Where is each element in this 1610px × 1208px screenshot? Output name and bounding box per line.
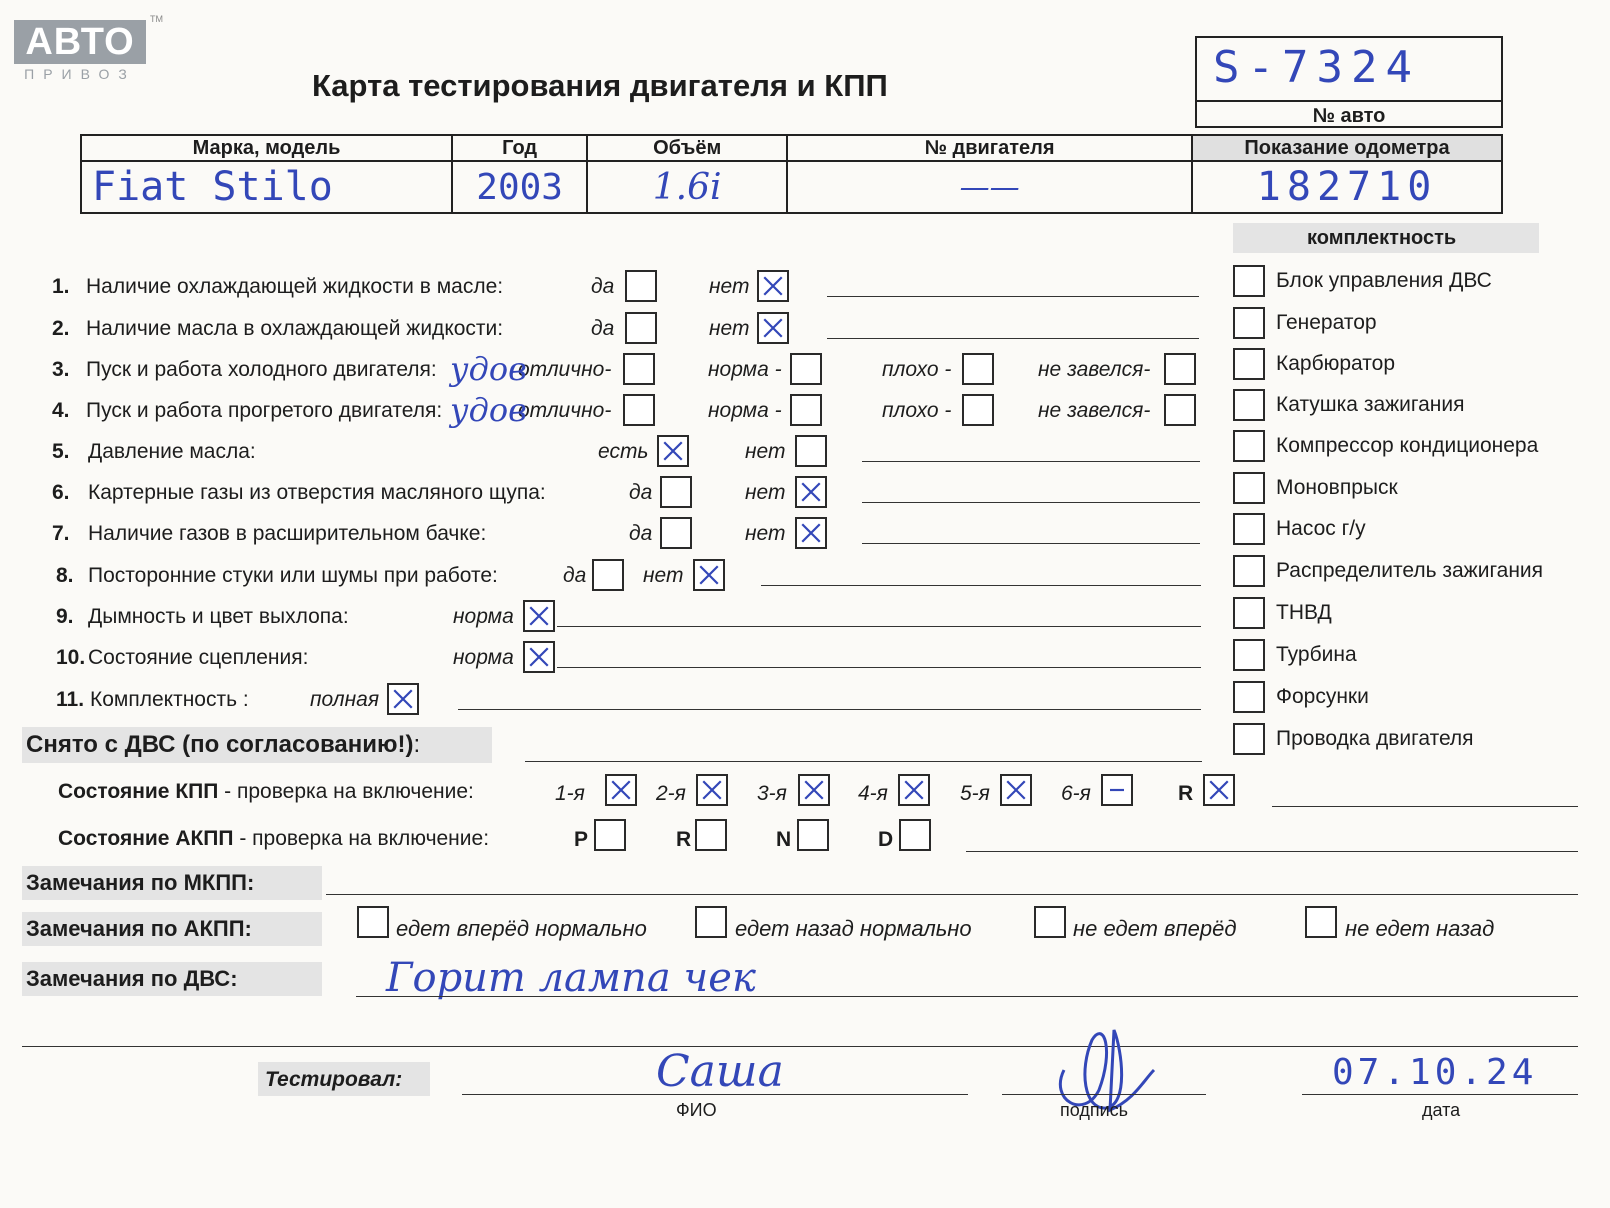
option-label: плохо - (882, 358, 952, 381)
option-checkbox[interactable] (523, 600, 555, 632)
akpp-label: Состояние АКПП - проверка на включение: (58, 827, 490, 850)
completeness-checkbox[interactable] (1233, 555, 1265, 587)
remarks-mkpp-label: Замечания по МКПП: (26, 870, 255, 895)
option-label: есть (598, 440, 649, 463)
completeness-item: Генератор (1276, 311, 1377, 334)
option-checkbox[interactable] (623, 394, 655, 426)
gear-label: 4-я (858, 782, 888, 805)
question-text: Наличие охлаждающей жидкости в масле: (86, 275, 504, 298)
completeness-item: Распределитель зажигания (1276, 559, 1544, 582)
handwritten-note: удов (450, 350, 527, 388)
option-checkbox[interactable] (795, 435, 827, 467)
option-label: полная (310, 688, 380, 711)
gear-label: N (776, 828, 792, 851)
col-brand: Марка, модель (81, 135, 452, 161)
option-checkbox[interactable] (795, 517, 827, 549)
id-box (1195, 36, 1503, 128)
gear-checkbox[interactable] (798, 774, 830, 806)
option-checkbox[interactable] (790, 353, 822, 385)
remark-checkbox[interactable] (1034, 906, 1066, 938)
option-label: да (629, 522, 653, 545)
question-number: 3. (52, 358, 70, 381)
option-label: отлично- (518, 358, 612, 381)
completeness-item: Форсунки (1276, 685, 1369, 708)
completeness-item: Катушка зажигания (1276, 393, 1465, 416)
completeness-checkbox[interactable] (1233, 723, 1265, 755)
removed-label: Снято с ДВС (по согласованию!): (26, 731, 421, 758)
remark-checkbox[interactable] (1305, 906, 1337, 938)
kpp-label: Состояние КПП - проверка на включение: (58, 780, 474, 803)
completeness-item: Турбина (1276, 643, 1357, 666)
val-brand: Fiat Stilo (81, 161, 452, 213)
remark-option: едет вперёд нормально (396, 916, 647, 941)
question-text: Картерные газы из отверстия масляного щупа: (88, 481, 546, 504)
gear-checkbox[interactable] (1000, 774, 1032, 806)
gear-label: 3-я (757, 782, 787, 805)
gear-label: R (676, 828, 692, 851)
option-label: нет (709, 275, 750, 298)
question-text: Наличие масла в охлаждающей жидкости: (86, 317, 504, 340)
handwritten-note: удов (450, 391, 527, 429)
question-text: Состояние сцепления: (88, 646, 309, 669)
option-label: да (591, 317, 615, 340)
option-checkbox[interactable] (387, 683, 419, 715)
remark-option: едет назад нормально (735, 916, 972, 941)
date-caption: дата (1422, 1100, 1461, 1120)
option-checkbox[interactable] (623, 353, 655, 385)
question-number: 1. (52, 275, 70, 298)
completeness-item: Насос г/у (1276, 517, 1366, 540)
question-number: 10. (56, 646, 86, 669)
question-number: 7. (52, 522, 70, 545)
gear-label: 6-я (1061, 782, 1091, 805)
gear-checkbox[interactable] (1101, 774, 1133, 806)
gear-checkbox[interactable] (898, 774, 930, 806)
question-number: 9. (56, 605, 74, 628)
option-label: да (629, 481, 653, 504)
gear-label: D (878, 828, 894, 851)
question-number: 2. (52, 317, 70, 340)
option-label: нет (709, 317, 750, 340)
option-label: нет (745, 522, 786, 545)
tester-name: Саша (656, 1046, 784, 1097)
completeness-checkbox[interactable] (1233, 348, 1265, 380)
remark-option: не едет вперёд (1073, 916, 1237, 941)
option-checkbox[interactable] (657, 435, 689, 467)
option-label: нет (745, 440, 786, 463)
option-checkbox[interactable] (962, 394, 994, 426)
option-checkbox[interactable] (795, 476, 827, 508)
option-checkbox[interactable] (1164, 353, 1196, 385)
date-value: 07.10.24 (1332, 1052, 1538, 1093)
completeness-checkbox[interactable] (1233, 513, 1265, 545)
vehicle-table (80, 134, 1503, 214)
option-checkbox[interactable] (962, 353, 994, 385)
page-title: Карта тестирования двигателя и КПП (312, 68, 888, 103)
option-checkbox[interactable] (523, 641, 555, 673)
completeness-checkbox[interactable] (1233, 472, 1265, 504)
option-checkbox[interactable] (757, 270, 789, 302)
option-checkbox[interactable] (693, 559, 725, 591)
tested-label: Тестировал: (265, 1068, 403, 1091)
option-checkbox[interactable] (660, 476, 692, 508)
name-caption: ФИО (676, 1100, 717, 1120)
remark-checkbox[interactable] (357, 906, 389, 938)
gear-checkbox[interactable] (605, 774, 637, 806)
completeness-checkbox[interactable] (1233, 639, 1265, 671)
option-label: нет (745, 481, 786, 504)
col-year: Год (452, 135, 587, 161)
option-checkbox[interactable] (660, 517, 692, 549)
option-label: да (563, 564, 587, 587)
option-checkbox[interactable] (1164, 394, 1196, 426)
gear-checkbox[interactable] (1203, 774, 1235, 806)
option-label: норма - (708, 399, 782, 422)
option-checkbox[interactable] (757, 312, 789, 344)
gear-checkbox[interactable] (899, 819, 931, 851)
logo-text: АВТО (14, 20, 146, 64)
question-number: 5. (52, 440, 70, 463)
col-engine-no: № двигателя (787, 135, 1192, 161)
col-volume: Объём (587, 135, 787, 161)
option-label: отлично- (518, 399, 612, 422)
logo-tm: TM (150, 14, 163, 24)
question-number: 8. (56, 564, 74, 587)
completeness-title: комплектность (1307, 227, 1457, 249)
remark-checkbox[interactable] (695, 906, 727, 938)
completeness-checkbox[interactable] (1233, 307, 1265, 339)
question-number: 4. (52, 399, 70, 422)
option-label: норма (453, 605, 514, 628)
logo-subtext: ПРИВОЗ (24, 66, 136, 82)
option-label: не завелся- (1038, 358, 1151, 381)
completeness-checkbox[interactable] (1233, 681, 1265, 713)
question-text: Наличие газов в расширительном бачке: (88, 522, 487, 545)
option-checkbox[interactable] (625, 270, 657, 302)
completeness-item: Карбюратор (1276, 352, 1396, 375)
remarks-dvs-value: Горит лампа чек (386, 955, 756, 1001)
col-odometer: Показание одометра (1192, 135, 1502, 161)
val-year: 2003 (452, 161, 587, 213)
option-label: норма (453, 646, 514, 669)
completeness-item: Проводка двигателя (1276, 727, 1474, 750)
question-text: Давление масла: (88, 440, 256, 463)
id-label: № авто (1197, 100, 1501, 130)
val-engine-no: —— (787, 161, 1192, 213)
option-checkbox[interactable] (790, 394, 822, 426)
question-text: Пуск и работа прогретого двигателя: (86, 399, 443, 422)
question-number: 6. (52, 481, 70, 504)
completeness-checkbox[interactable] (1233, 597, 1265, 629)
gear-label: 2-я (656, 782, 686, 805)
sign-caption: подпись (1060, 1100, 1129, 1120)
gear-checkbox[interactable] (696, 774, 728, 806)
remark-option: не едет назад (1345, 916, 1495, 941)
remarks-dvs-label: Замечания по ДВС: (26, 966, 238, 991)
completeness-checkbox[interactable] (1233, 430, 1265, 462)
gear-checkbox[interactable] (594, 819, 626, 851)
completeness-item: ТНВД (1276, 601, 1332, 624)
completeness-checkbox[interactable] (1233, 389, 1265, 421)
option-label: не завелся- (1038, 399, 1151, 422)
option-label: да (591, 275, 615, 298)
completeness-item: Компрессор кондиционера (1276, 434, 1539, 457)
logo (14, 14, 163, 82)
id-value: S-7324 (1213, 42, 1420, 93)
question-text: Посторонние стуки или шумы при работе: (88, 564, 498, 587)
question-text: Комплектность : (90, 688, 249, 711)
question-number: 11. (56, 688, 85, 711)
gear-label: 1-я (555, 782, 585, 805)
option-checkbox[interactable] (592, 559, 624, 591)
option-label: нет (643, 564, 684, 587)
option-label: норма - (708, 358, 782, 381)
gear-label: R (1178, 782, 1194, 805)
option-label: плохо - (882, 399, 952, 422)
option-checkbox[interactable] (625, 312, 657, 344)
val-odometer: 182710 (1192, 161, 1502, 213)
gear-checkbox[interactable] (695, 819, 727, 851)
completeness-checkbox[interactable] (1233, 265, 1265, 297)
completeness-item: Моновпрыск (1276, 476, 1398, 499)
gear-checkbox[interactable] (797, 819, 829, 851)
question-text: Дымность и цвет выхлопа: (88, 605, 349, 628)
remarks-akpp-label: Замечания по АКПП: (26, 916, 252, 941)
question-text: Пуск и работа холодного двигателя: (86, 358, 437, 381)
gear-label: 5-я (960, 782, 990, 805)
completeness-item: Блок управления ДВС (1276, 269, 1492, 292)
val-volume: 1.6i (587, 161, 787, 213)
gear-label: P (574, 828, 589, 851)
